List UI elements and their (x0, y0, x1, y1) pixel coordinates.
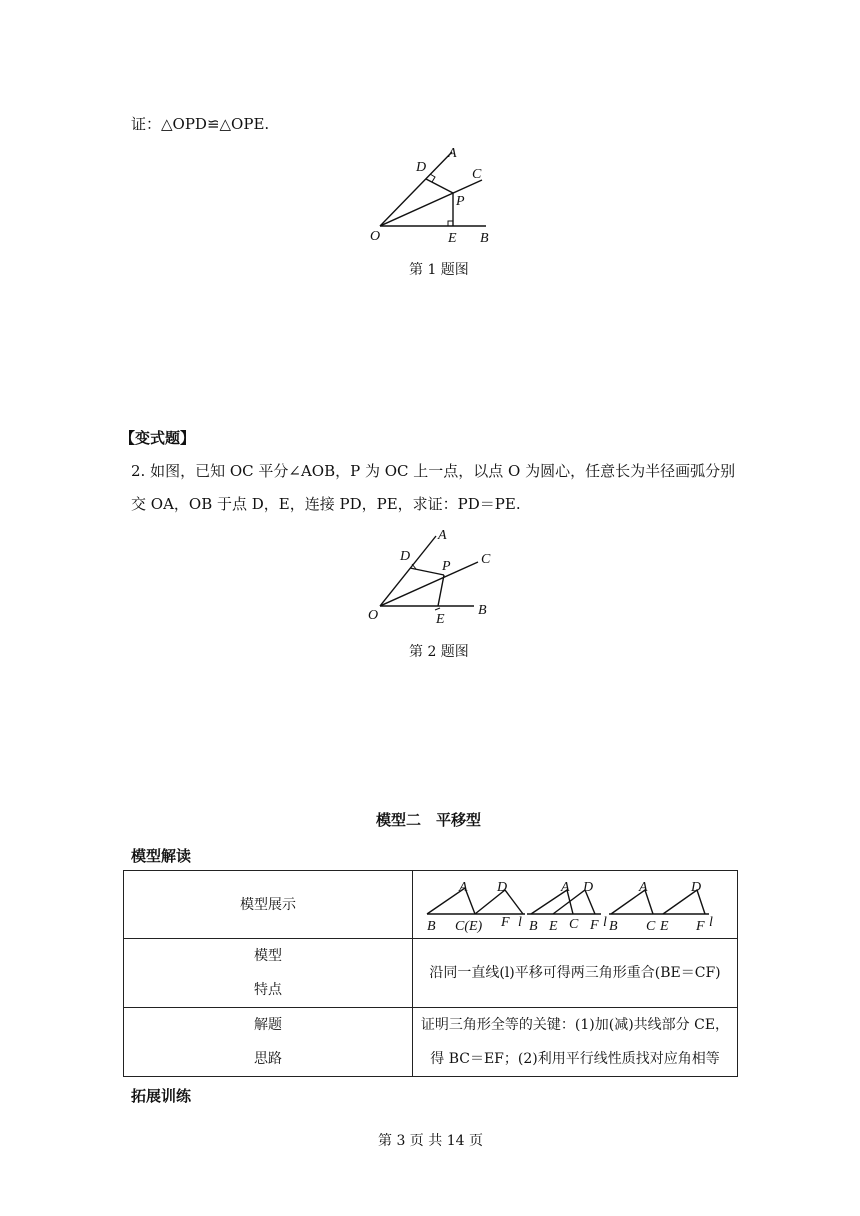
figure-1 (360, 142, 500, 247)
label-c: C (472, 167, 482, 182)
fig3-label-d: D (691, 879, 702, 895)
fig2-label-e: E (549, 918, 558, 934)
fig2-label-c: C (569, 916, 579, 932)
translation-fig-1 (427, 880, 525, 934)
fig3-label-b: B (609, 918, 618, 934)
segment-pd (426, 179, 453, 193)
figure-2 (360, 522, 500, 630)
fig1-label-ce: C(E) (455, 918, 483, 934)
ray-oc (380, 562, 478, 606)
fig3-label-e: E (660, 918, 669, 934)
table-row (124, 1008, 738, 1077)
variant-heading: 【变式题】 (120, 429, 196, 447)
translation-fig-3 (609, 880, 713, 934)
fig3-label-a: A (639, 879, 648, 895)
model-reading-heading: 模型解读 (131, 847, 192, 865)
solution-idea-label (124, 1008, 413, 1077)
right-angle-e (448, 221, 453, 226)
model-feature-label-line1: 模型 (254, 948, 282, 964)
fig1-label-a: A (459, 879, 468, 895)
translation-fig-2 (527, 880, 607, 934)
fig2-label-l: l (603, 914, 607, 930)
page-footer: 第 3 页 共 14 页 (378, 1133, 483, 1149)
q2-text-line2: 交 OA，OB 于点 D，E，连接 PD，PE，求证：PD＝PE. (131, 495, 521, 513)
fig1-label-f: F (501, 914, 510, 930)
label-b: B (478, 603, 487, 618)
model-feature-value: 沿同一直线(l)平移可得两三角形重合(BE＝CF) (413, 939, 738, 1008)
fig1-label-d: D (497, 879, 508, 895)
label-d: D (400, 549, 411, 564)
solution-idea-value-line1: 证明三角形全等的关键：(1)加(减)共线部分 CE， (420, 1017, 730, 1033)
fig1-label-l: l (518, 914, 522, 930)
fig3-label-l: l (709, 914, 713, 930)
label-p: P (442, 559, 451, 574)
translation-diagrams (413, 872, 737, 938)
model-table (123, 870, 738, 1077)
fig3-label-f: F (696, 918, 705, 934)
label-o: O (370, 229, 381, 244)
label-b: B (480, 231, 489, 246)
model2-title: 模型二 平移型 (376, 811, 482, 829)
ray-oc (380, 180, 482, 226)
label-a: A (438, 528, 447, 543)
q2-text-line1: 2. 如图，已知 OC 平分∠AOB，P 为 OC 上一点，以点 O 为圆心，任意长为半径画弧分别 (131, 462, 736, 480)
solution-idea-label-line2: 思路 (254, 1051, 282, 1067)
fig2-label-f: F (590, 917, 599, 933)
segment-pd (410, 568, 444, 575)
table-row (124, 939, 738, 1008)
label-e: E (448, 231, 457, 246)
label-e: E (436, 612, 445, 627)
fig3-label-c: C (646, 918, 656, 934)
training-heading: 拓展训练 (131, 1087, 192, 1105)
fig1-label-b: B (427, 918, 436, 934)
fig2-label-d: D (583, 879, 594, 895)
solution-idea-value-line2: 得 BC＝EF；(2)利用平行线性质找对应角相等 (430, 1051, 720, 1067)
figure-2-caption: 第 2 题图 (409, 644, 469, 660)
label-o: O (368, 608, 379, 623)
label-a: A (448, 146, 457, 161)
label-p: P (456, 194, 465, 209)
fig2-label-b: B (529, 918, 538, 934)
q1-text: 证：△OPD≌△OPE. (131, 115, 270, 133)
label-c: C (481, 552, 491, 567)
label-d: D (416, 160, 427, 175)
model-feature-label (124, 939, 413, 1008)
table-row (124, 871, 738, 939)
fig2-label-a: A (561, 879, 570, 895)
model-display-cell (413, 871, 738, 939)
model-feature-label-line2: 特点 (254, 982, 282, 998)
solution-idea-value (413, 1008, 738, 1077)
solution-idea-label-line1: 解题 (254, 1017, 282, 1033)
figure-1-caption: 第 1 题图 (409, 262, 469, 278)
arc-mark-e (435, 608, 440, 610)
model-display-label: 模型展示 (124, 871, 413, 939)
